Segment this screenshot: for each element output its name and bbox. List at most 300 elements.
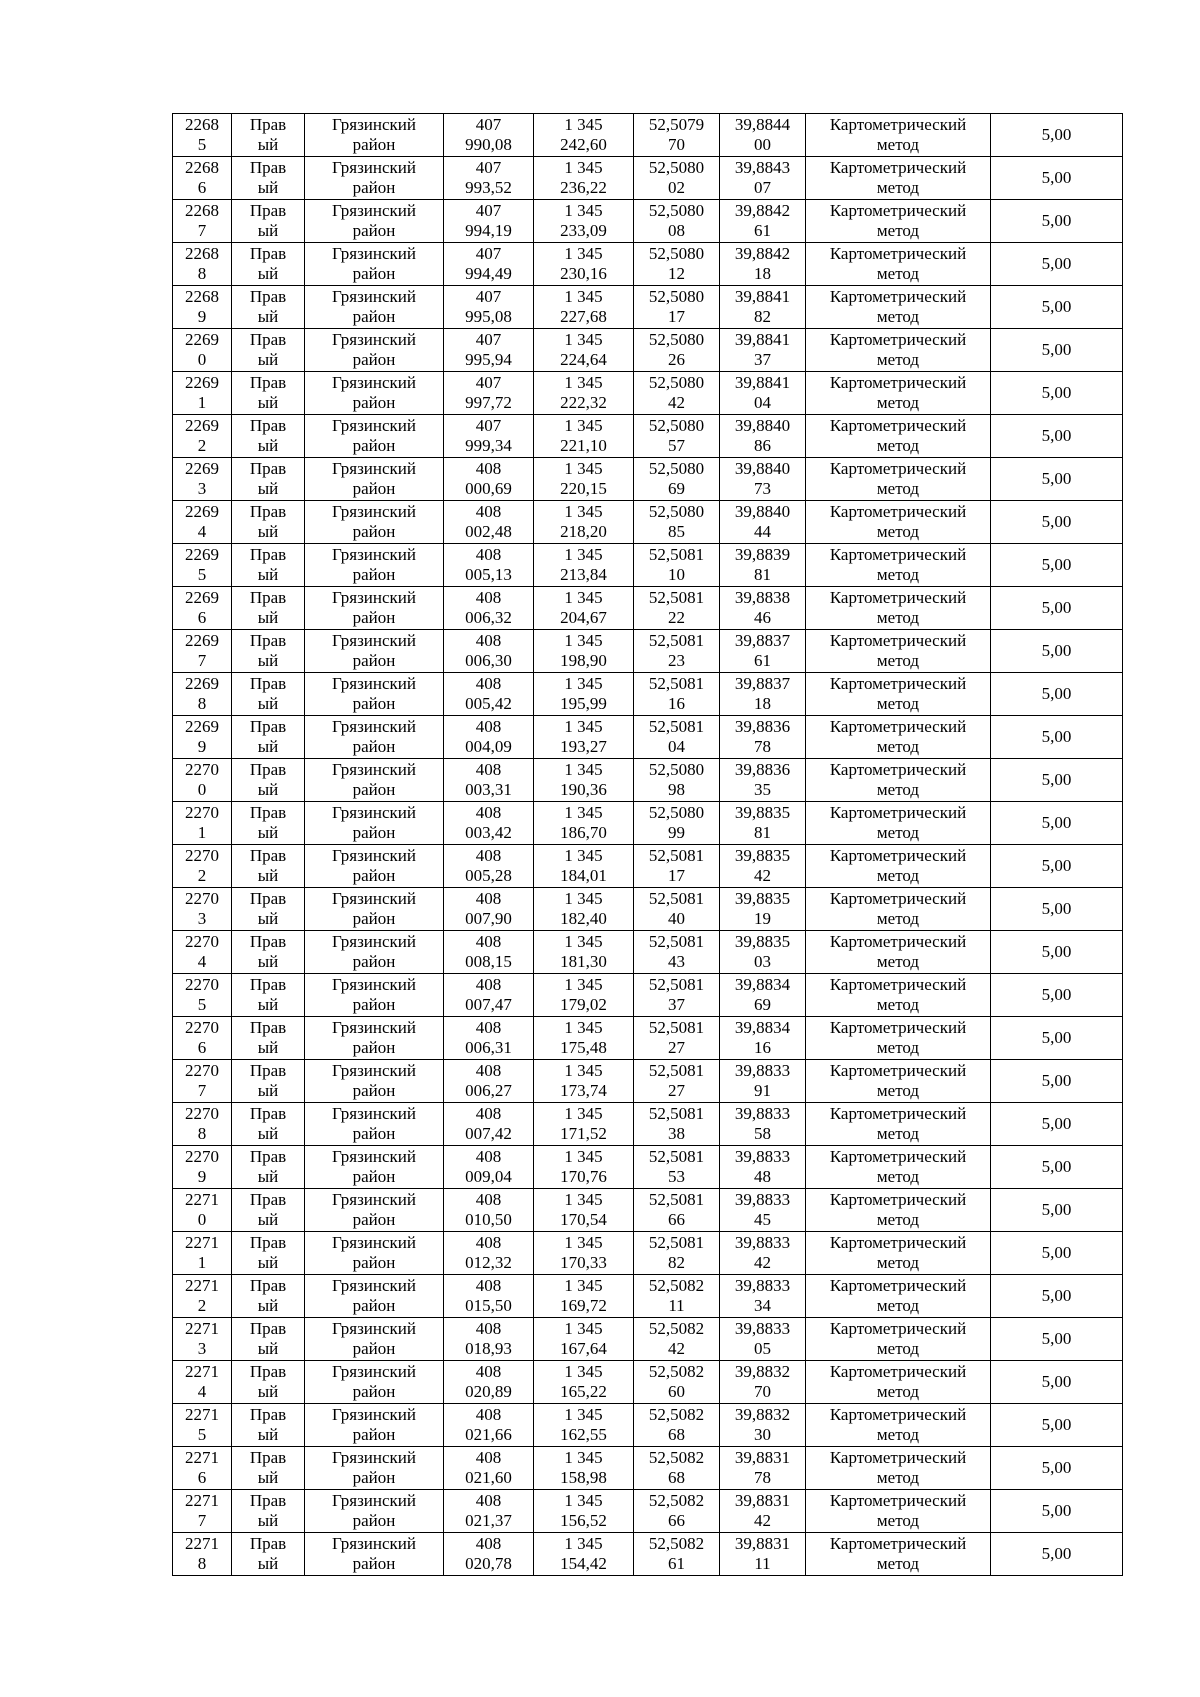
latitude-cell: [634, 759, 720, 802]
y-coordinate-cell: [534, 759, 634, 802]
y-coordinate-cell: [534, 243, 634, 286]
method-cell: [806, 544, 991, 587]
accuracy-cell: [991, 845, 1123, 888]
bank-side-text-line: ый: [257, 1081, 279, 1100]
longitude-cell: [720, 888, 806, 931]
bank-side-text-line: ый: [257, 823, 279, 842]
y-coordinate-text-line: 182,40: [560, 909, 607, 928]
y-coordinate-text-line: 195,99: [560, 694, 607, 713]
x-coordinate-cell: [444, 888, 534, 931]
latitude-cell: [634, 1189, 720, 1232]
method-cell: [806, 1447, 991, 1490]
district-text-line: район: [352, 436, 396, 455]
district-cell: [305, 1447, 444, 1490]
method-cell: [806, 716, 991, 759]
method-cell: [806, 415, 991, 458]
method-text-line: метод: [876, 479, 920, 498]
point-number-text-line: 2269: [185, 502, 219, 521]
district-text-line: район: [352, 952, 396, 971]
table-row: [173, 759, 1123, 802]
y-coordinate-text-line: 233,09: [560, 221, 607, 240]
longitude-text-line: 39,8835: [734, 889, 791, 908]
x-coordinate-text-line: 008,15: [465, 952, 512, 971]
point-number-cell: [173, 1103, 232, 1146]
latitude-text-line: 66: [668, 1511, 685, 1530]
table-row: [173, 974, 1123, 1017]
y-coordinate-cell: [534, 630, 634, 673]
longitude-text-line: 39,8831: [734, 1491, 791, 1510]
district-text-line: район: [352, 479, 396, 498]
latitude-cell: [634, 200, 720, 243]
y-coordinate-cell: [534, 1490, 634, 1533]
district-text-line: Грязинский: [332, 1147, 416, 1166]
latitude-cell: [634, 1146, 720, 1189]
y-coordinate-cell: [534, 329, 634, 372]
longitude-cell: [720, 157, 806, 200]
district-text-line: Грязинский: [332, 115, 416, 134]
y-coordinate-text-line: 1 345: [564, 115, 603, 134]
y-coordinate-text-line: 165,22: [560, 1382, 607, 1401]
bank-side-text-line: Прав: [249, 631, 287, 650]
bank-side-text-line: ый: [257, 995, 279, 1014]
table-row: [173, 802, 1123, 845]
point-number-text-line: 3: [197, 479, 207, 498]
accuracy-value: 5,00: [1041, 1329, 1072, 1348]
latitude-text-line: 27: [668, 1038, 685, 1057]
latitude-cell: [634, 1490, 720, 1533]
point-number-text-line: 5: [197, 995, 207, 1014]
x-coordinate-text-line: 407: [475, 115, 502, 134]
method-cell: [806, 587, 991, 630]
x-coordinate-text-line: 408: [475, 1276, 502, 1295]
latitude-text-line: 52,5080: [648, 502, 705, 521]
accuracy-value: 5,00: [1041, 211, 1072, 230]
x-coordinate-text-line: 407: [475, 287, 502, 306]
point-number-text-line: 6: [197, 1468, 207, 1487]
point-number-cell: [173, 501, 232, 544]
latitude-cell: [634, 845, 720, 888]
longitude-text-line: 45: [754, 1210, 771, 1229]
y-coordinate-text-line: 1 345: [564, 760, 603, 779]
x-coordinate-text-line: 408: [475, 502, 502, 521]
longitude-text-line: 39,8840: [734, 459, 791, 478]
bank-side-text-line: Прав: [249, 158, 287, 177]
x-coordinate-text-line: 009,04: [465, 1167, 512, 1186]
district-cell: [305, 759, 444, 802]
accuracy-cell: [991, 1189, 1123, 1232]
longitude-text-line: 78: [754, 1468, 771, 1487]
district-text-line: район: [352, 1210, 396, 1229]
bank-side-text-line: ый: [257, 909, 279, 928]
y-coordinate-text-line: 1 345: [564, 1362, 603, 1381]
point-number-text-line: 2268: [185, 115, 219, 134]
y-coordinate-text-line: 204,67: [560, 608, 607, 627]
point-number-cell: [173, 673, 232, 716]
x-coordinate-text-line: 995,94: [465, 350, 512, 369]
district-text-line: Грязинский: [332, 760, 416, 779]
district-text-line: район: [352, 1038, 396, 1057]
x-coordinate-text-line: 407: [475, 244, 502, 263]
point-number-text-line: 6: [197, 1038, 207, 1057]
x-coordinate-cell: [444, 1490, 534, 1533]
method-text-line: Картометрический: [829, 287, 967, 306]
point-number-cell: [173, 1318, 232, 1361]
bank-side-text-line: Прав: [249, 1448, 287, 1467]
x-coordinate-text-line: 408: [475, 1362, 502, 1381]
latitude-text-line: 52,5081: [648, 1190, 705, 1209]
bank-side-text-line: Прав: [249, 1276, 287, 1295]
point-number-text-line: 4: [197, 1382, 207, 1401]
y-coordinate-text-line: 181,30: [560, 952, 607, 971]
accuracy-value: 5,00: [1041, 1157, 1072, 1176]
bank-side-text-line: Прав: [249, 760, 287, 779]
accuracy-value: 5,00: [1041, 1501, 1072, 1520]
bank-side-cell: [232, 1060, 305, 1103]
latitude-text-line: 98: [668, 780, 685, 799]
district-text-line: район: [352, 522, 396, 541]
bank-side-cell: [232, 845, 305, 888]
point-number-text-line: 8: [197, 694, 207, 713]
longitude-text-line: 39,8841: [734, 330, 791, 349]
accuracy-cell: [991, 286, 1123, 329]
longitude-text-line: 70: [754, 1382, 771, 1401]
district-text-line: Грязинский: [332, 201, 416, 220]
method-cell: [806, 200, 991, 243]
bank-side-cell: [232, 114, 305, 157]
point-number-cell: [173, 458, 232, 501]
table-row: [173, 630, 1123, 673]
accuracy-cell: [991, 888, 1123, 931]
bank-side-cell: [232, 415, 305, 458]
district-cell: [305, 888, 444, 931]
y-coordinate-text-line: 1 345: [564, 459, 603, 478]
point-number-text-line: 2268: [185, 244, 219, 263]
y-coordinate-cell: [534, 1103, 634, 1146]
table-row: [173, 372, 1123, 415]
district-text-line: Грязинский: [332, 631, 416, 650]
district-text-line: район: [352, 1124, 396, 1143]
point-number-text-line: 2: [197, 866, 207, 885]
y-coordinate-text-line: 1 345: [564, 201, 603, 220]
latitude-text-line: 52,5080: [648, 244, 705, 263]
bank-side-text-line: Прав: [249, 932, 287, 951]
accuracy-value: 5,00: [1041, 426, 1072, 445]
x-coordinate-text-line: 408: [475, 1147, 502, 1166]
method-text-line: Картометрический: [829, 1448, 967, 1467]
y-coordinate-cell: [534, 587, 634, 630]
x-coordinate-text-line: 407: [475, 158, 502, 177]
district-text-line: Грязинский: [332, 1491, 416, 1510]
longitude-text-line: 00: [754, 135, 771, 154]
bank-side-text-line: Прав: [249, 1018, 287, 1037]
point-number-text-line: 2269: [185, 416, 219, 435]
method-text-line: метод: [876, 135, 920, 154]
accuracy-cell: [991, 329, 1123, 372]
method-cell: [806, 888, 991, 931]
point-number-text-line: 0: [197, 780, 207, 799]
point-number-text-line: 9: [197, 307, 207, 326]
bank-side-text-line: Прав: [249, 201, 287, 220]
point-number-text-line: 2271: [185, 1534, 219, 1553]
method-text-line: Картометрический: [829, 588, 967, 607]
bank-side-cell: [232, 1275, 305, 1318]
point-number-text-line: 2269: [185, 373, 219, 392]
district-text-line: район: [352, 995, 396, 1014]
longitude-text-line: 39,8842: [734, 244, 791, 263]
bank-side-text-line: ый: [257, 608, 279, 627]
accuracy-cell: [991, 1490, 1123, 1533]
latitude-text-line: 61: [668, 1554, 685, 1573]
latitude-text-line: 52,5081: [648, 631, 705, 650]
latitude-text-line: 68: [668, 1425, 685, 1444]
accuracy-value: 5,00: [1041, 770, 1072, 789]
bank-side-text-line: ый: [257, 651, 279, 670]
table-row: [173, 1017, 1123, 1060]
x-coordinate-cell: [444, 1318, 534, 1361]
y-coordinate-cell: [534, 1146, 634, 1189]
method-text-line: Картометрический: [829, 201, 967, 220]
x-coordinate-text-line: 005,28: [465, 866, 512, 885]
district-text-line: Грязинский: [332, 846, 416, 865]
point-number-cell: [173, 802, 232, 845]
x-coordinate-text-line: 408: [475, 803, 502, 822]
table-row: [173, 931, 1123, 974]
method-cell: [806, 1404, 991, 1447]
longitude-text-line: 39,8837: [734, 631, 791, 650]
method-text-line: метод: [876, 1124, 920, 1143]
longitude-cell: [720, 759, 806, 802]
accuracy-cell: [991, 802, 1123, 845]
longitude-text-line: 39,8838: [734, 588, 791, 607]
point-number-text-line: 7: [197, 1511, 207, 1530]
y-coordinate-text-line: 221,10: [560, 436, 607, 455]
method-text-line: метод: [876, 866, 920, 885]
latitude-text-line: 42: [668, 393, 685, 412]
district-text-line: Грязинский: [332, 416, 416, 435]
table-row: [173, 1404, 1123, 1447]
accuracy-value: 5,00: [1041, 340, 1072, 359]
x-coordinate-text-line: 005,42: [465, 694, 512, 713]
accuracy-value: 5,00: [1041, 813, 1072, 832]
bank-side-text-line: ый: [257, 1425, 279, 1444]
y-coordinate-text-line: 179,02: [560, 995, 607, 1014]
y-coordinate-cell: [534, 501, 634, 544]
latitude-text-line: 52,5082: [648, 1405, 705, 1424]
accuracy-cell: [991, 1404, 1123, 1447]
x-coordinate-text-line: 993,52: [465, 178, 512, 197]
method-text-line: Картометрический: [829, 545, 967, 564]
district-cell: [305, 845, 444, 888]
x-coordinate-text-line: 408: [475, 674, 502, 693]
method-text-line: метод: [876, 350, 920, 369]
y-coordinate-text-line: 1 345: [564, 1018, 603, 1037]
method-cell: [806, 1361, 991, 1404]
longitude-cell: [720, 802, 806, 845]
accuracy-value: 5,00: [1041, 297, 1072, 316]
x-coordinate-text-line: 407: [475, 201, 502, 220]
latitude-text-line: 38: [668, 1124, 685, 1143]
method-text-line: метод: [876, 1468, 920, 1487]
district-cell: [305, 802, 444, 845]
accuracy-value: 5,00: [1041, 727, 1072, 746]
district-cell: [305, 1232, 444, 1275]
y-coordinate-text-line: 1 345: [564, 545, 603, 564]
method-cell: [806, 1533, 991, 1576]
method-cell: [806, 1146, 991, 1189]
table-row: [173, 888, 1123, 931]
x-coordinate-cell: [444, 974, 534, 1017]
point-number-cell: [173, 630, 232, 673]
longitude-text-line: 39,8833: [734, 1233, 791, 1252]
table-row: [173, 1275, 1123, 1318]
bank-side-text-line: Прав: [249, 717, 287, 736]
latitude-text-line: 42: [668, 1339, 685, 1358]
longitude-text-line: 04: [754, 393, 771, 412]
longitude-text-line: 39,8840: [734, 416, 791, 435]
district-text-line: Грязинский: [332, 330, 416, 349]
method-cell: [806, 1275, 991, 1318]
longitude-text-line: 03: [754, 952, 771, 971]
point-number-text-line: 5: [197, 135, 207, 154]
bank-side-text-line: ый: [257, 1382, 279, 1401]
x-coordinate-cell: [444, 200, 534, 243]
method-cell: [806, 1318, 991, 1361]
x-coordinate-text-line: 002,48: [465, 522, 512, 541]
bank-side-text-line: Прав: [249, 115, 287, 134]
district-text-line: Грязинский: [332, 803, 416, 822]
bank-side-text-line: ый: [257, 694, 279, 713]
latitude-cell: [634, 372, 720, 415]
y-coordinate-cell: [534, 802, 634, 845]
bank-side-text-line: ый: [257, 178, 279, 197]
longitude-text-line: 18: [754, 264, 771, 283]
method-cell: [806, 1017, 991, 1060]
y-coordinate-cell: [534, 544, 634, 587]
latitude-cell: [634, 1361, 720, 1404]
x-coordinate-text-line: 006,31: [465, 1038, 512, 1057]
district-text-line: Грязинский: [332, 588, 416, 607]
longitude-cell: [720, 329, 806, 372]
longitude-text-line: 44: [754, 522, 771, 541]
accuracy-value: 5,00: [1041, 985, 1072, 1004]
y-coordinate-cell: [534, 286, 634, 329]
bank-side-text-line: ый: [257, 1253, 279, 1272]
bank-side-text-line: Прав: [249, 330, 287, 349]
point-number-text-line: 0: [197, 350, 207, 369]
point-number-cell: [173, 1361, 232, 1404]
x-coordinate-cell: [444, 372, 534, 415]
latitude-text-line: 52,5081: [648, 588, 705, 607]
method-text-line: Картометрический: [829, 889, 967, 908]
bank-side-text-line: Прав: [249, 244, 287, 263]
method-text-line: метод: [876, 522, 920, 541]
longitude-cell: [720, 1490, 806, 1533]
point-number-text-line: 3: [197, 1339, 207, 1358]
bank-side-text-line: ый: [257, 264, 279, 283]
y-coordinate-text-line: 1 345: [564, 1448, 603, 1467]
district-text-line: район: [352, 1511, 396, 1530]
y-coordinate-text-line: 184,01: [560, 866, 607, 885]
y-coordinate-text-line: 190,36: [560, 780, 607, 799]
x-coordinate-text-line: 007,47: [465, 995, 512, 1014]
latitude-text-line: 43: [668, 952, 685, 971]
y-coordinate-text-line: 1 345: [564, 287, 603, 306]
y-coordinate-text-line: 193,27: [560, 737, 607, 756]
longitude-cell: [720, 716, 806, 759]
bank-side-cell: [232, 1318, 305, 1361]
y-coordinate-text-line: 1 345: [564, 846, 603, 865]
latitude-text-line: 52,5082: [648, 1448, 705, 1467]
district-cell: [305, 415, 444, 458]
y-coordinate-text-line: 1 345: [564, 674, 603, 693]
latitude-text-line: 26: [668, 350, 685, 369]
method-text-line: метод: [876, 264, 920, 283]
accuracy-value: 5,00: [1041, 512, 1072, 531]
y-coordinate-cell: [534, 1017, 634, 1060]
point-number-cell: [173, 759, 232, 802]
district-cell: [305, 974, 444, 1017]
method-text-line: Картометрический: [829, 932, 967, 951]
method-text-line: метод: [876, 1210, 920, 1229]
y-coordinate-text-line: 236,22: [560, 178, 607, 197]
latitude-text-line: 52,5082: [648, 1362, 705, 1381]
y-coordinate-text-line: 222,32: [560, 393, 607, 412]
district-cell: [305, 1189, 444, 1232]
table-row: [173, 845, 1123, 888]
latitude-cell: [634, 1318, 720, 1361]
accuracy-value: 5,00: [1041, 1071, 1072, 1090]
x-coordinate-text-line: 997,72: [465, 393, 512, 412]
x-coordinate-text-line: 408: [475, 631, 502, 650]
point-number-text-line: 2270: [185, 1104, 219, 1123]
accuracy-value: 5,00: [1041, 1544, 1072, 1563]
longitude-text-line: 39,8836: [734, 760, 791, 779]
accuracy-cell: [991, 1017, 1123, 1060]
latitude-text-line: 57: [668, 436, 685, 455]
district-cell: [305, 1404, 444, 1447]
longitude-cell: [720, 544, 806, 587]
y-coordinate-cell: [534, 974, 634, 1017]
accuracy-cell: [991, 1447, 1123, 1490]
method-cell: [806, 243, 991, 286]
longitude-text-line: 73: [754, 479, 771, 498]
bank-side-text-line: Прав: [249, 1405, 287, 1424]
longitude-text-line: 48: [754, 1167, 771, 1186]
x-coordinate-cell: [444, 1447, 534, 1490]
point-number-text-line: 2268: [185, 158, 219, 177]
point-number-cell: [173, 1275, 232, 1318]
method-text-line: метод: [876, 909, 920, 928]
bank-side-cell: [232, 544, 305, 587]
point-number-text-line: 2270: [185, 932, 219, 951]
accuracy-value: 5,00: [1041, 1286, 1072, 1305]
method-text-line: Картометрический: [829, 717, 967, 736]
longitude-text-line: 39,8835: [734, 932, 791, 951]
y-coordinate-text-line: 169,72: [560, 1296, 607, 1315]
method-text-line: Картометрический: [829, 502, 967, 521]
point-number-text-line: 2269: [185, 588, 219, 607]
longitude-text-line: 78: [754, 737, 771, 756]
point-number-cell: [173, 716, 232, 759]
bank-side-text-line: Прав: [249, 889, 287, 908]
district-text-line: Грязинский: [332, 975, 416, 994]
method-text-line: метод: [876, 608, 920, 627]
method-text-line: метод: [876, 178, 920, 197]
method-cell: [806, 931, 991, 974]
bank-side-text-line: Прав: [249, 1319, 287, 1338]
district-text-line: Грязинский: [332, 1362, 416, 1381]
district-text-line: Грязинский: [332, 459, 416, 478]
